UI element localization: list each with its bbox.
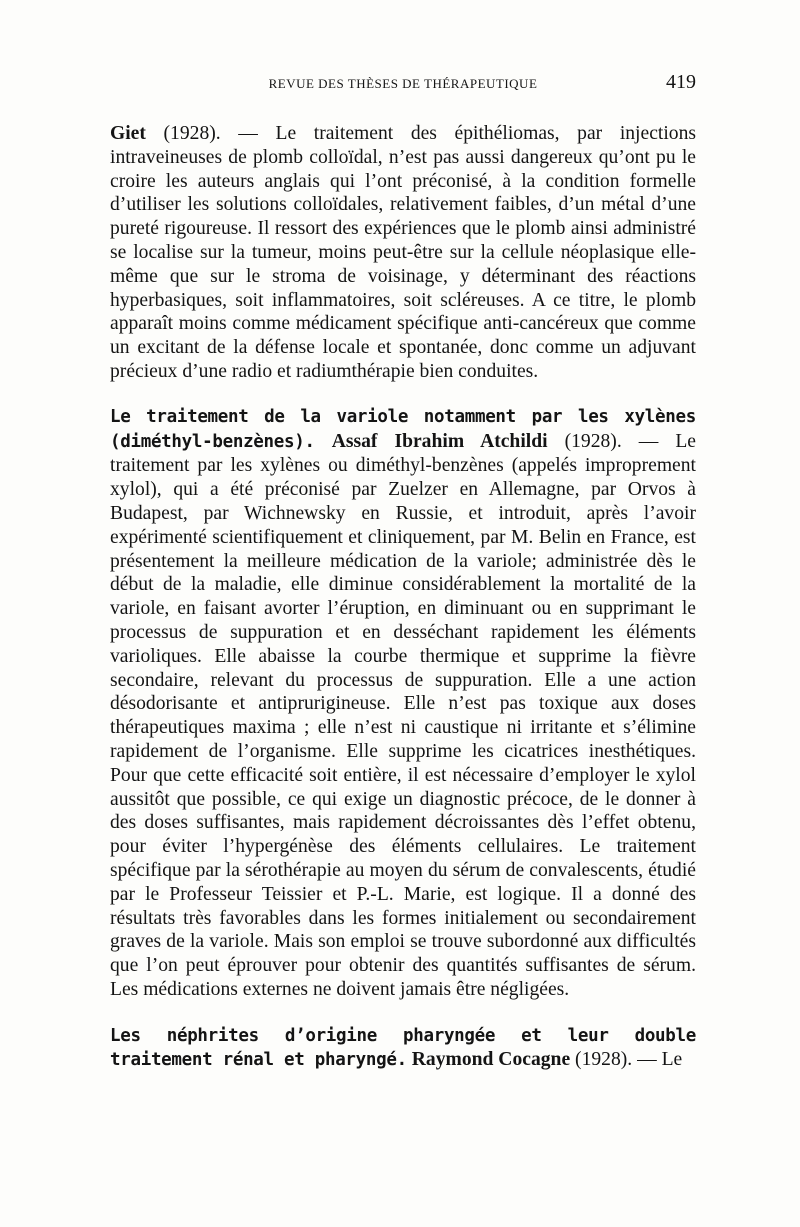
article-body [110, 122, 696, 1073]
abstract-giet [110, 122, 696, 384]
abstract-title: Les néphrites d’origine pharyngée et leur double traitement rénal et pharyngé. [110, 1025, 696, 1071]
abstract-title: Le traitement de la variole notamment par les xylènes (diméthyl-benzènes). [110, 406, 696, 452]
author-name: Raymond Cocagne [411, 1049, 571, 1071]
abstract-cocagne [110, 1024, 696, 1074]
abstract-text: (1928). — Le traitement par les xylènes ou diméthyl-benzènes (appelés improprement xylol), qui a été préconisé par Zuelzer en Allemagne, par Orvos à Budapest, par Wichnewsky en Russie, et introduit, après l’avoir expérimenté scientifiquement et cliniquement, par M. Belin en France, est présentement la meilleure médication de la variole; administrée dès le début de la maladie, elle diminue considérablement la mortalité de la variole, en faisant avorter l’éruption, en diminuant ou en supprimant le processus de suppuration et en desséchant rapidement les éléments varioliques. Elle abaisse la courbe thermique et supprime la fièvre secondaire, relevant du processus de suppuration. Elle a une action désodorisante et antiprurigineuse. Elle n’est pas toxique aux doses thérapeutiques maxima ; elle n’est ni caustique ni irritante et s’élimine rapidement de l’organisme. Elle supprime les cicatrices inesthétiques. Pour que cette efficacité soit entière, il est nécessaire d’employer le xylol aussitôt que possible, ce qui exige un diagnostic précoce, de le donner à des doses suffisantes, mais rapidement décroissantes dès l’effet obtenu, pour éviter l’hypergénèse des éléments cellulaires. Le traitement spécifique par la sérothérapie au moyen du sérum de convalescents, étudié par le Professeur Teissier et P.-L. Marie, est logique. Il a donné des résultats très favorables dans les formes initialement ou secondairement graves de la variole. Mais son emploi se trouve subordonné aux difficultés que l’on peut éprouver pour obtenir des quantités suffisantes de sérum. Les médications externes ne doivent jamais être négligées. [110, 430, 696, 1000]
abstract-text: (1928). — Le [575, 1049, 683, 1071]
abstract-text: (1928). — Le traitement des épithéliomas, par injections intraveineuses de plomb colloïdal, n’est pas aussi dangereux qu’ont pu le croire les auteurs anglais qui l’ont préconisé, à la condition formelle d’utiliser les solutions colloïdales, relativement faibles, d’un métal d’une pureté rigoureuse. Il ressort des expériences que le plomb ainsi administré se localise sur la tumeur, moins peut-être sur la cellule néoplasique elle-même que sur le stroma de voisinage, y déterminant des réactions hyperbasiques, soit inflammatoires, soit scléreuses. A ce titre, le plomb apparaît moins comme médicament spécifique anti-cancéreux que comme un excitant de la défense locale et spontanée, donc comme un adjuvant précieux d’une radio et radiumthérapie bien conduites. [110, 123, 697, 382]
page-number: 419 [666, 71, 696, 93]
author-name: Giet [110, 123, 146, 144]
author-name: Assaf Ibrahim Atchildi [331, 430, 548, 452]
running-header [110, 71, 696, 93]
abstract-atchildi [110, 405, 696, 1002]
running-title: REVUE DES THÈSES DE THÉRAPEUTIQUE [268, 76, 538, 91]
